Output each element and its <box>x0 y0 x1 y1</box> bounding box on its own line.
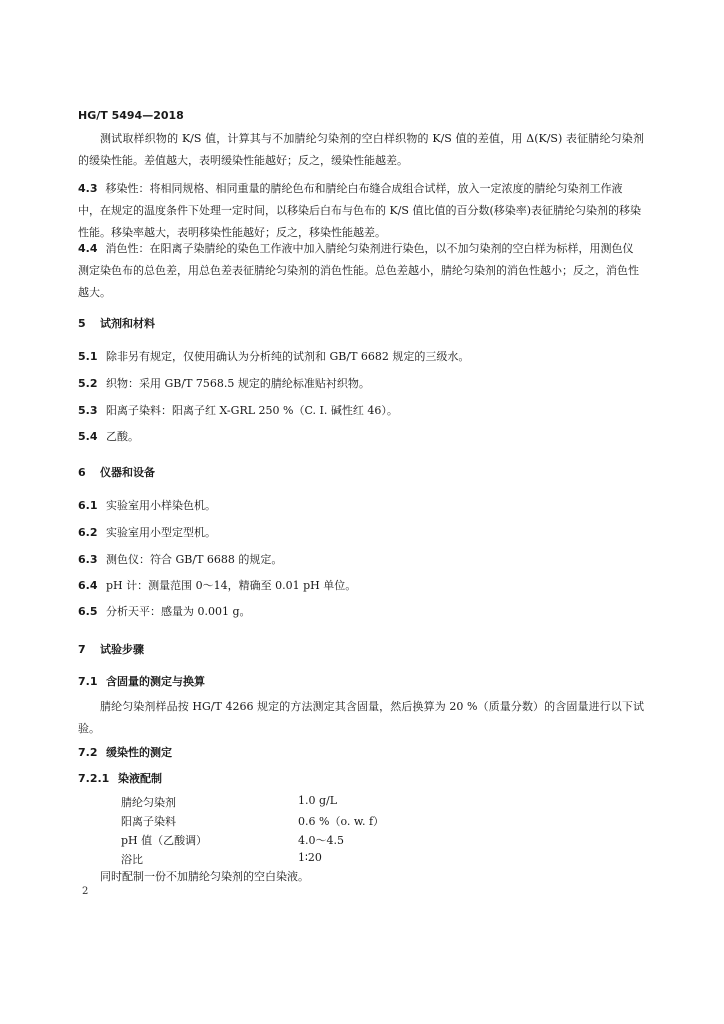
recipe-row: pH 值（乙酸调） 4.0～4.5 <box>121 834 344 847</box>
standard-header: HG/T 5494—2018 <box>78 109 184 122</box>
section-number: 4.3 <box>78 182 98 195</box>
section-number: 4.4 <box>78 242 98 255</box>
item-5-3: 5.3 阳离子染料：阳离子红 X-GRL 250 %（C. I. 碱性红 46）。 <box>78 404 398 417</box>
heading-7-1: 7.1 含固量的测定与换算 <box>78 675 205 688</box>
intro-paragraph: 测试取样织物的 K/S 值，计算其与不加腈纶匀染剂的空白样织物的 K/S 值的差值，用 Δ(K/S) 表征腈纶匀染剂的缓染性能。差值越大，表明缓染性能越好；反之，缓染性能越差。 <box>78 132 644 167</box>
heading-7-2: 7.2 缓染性的测定 <box>78 746 172 759</box>
paragraph-7-1: 腈纶匀染剂样品按 HG/T 4266 规定的方法测定其含固量，然后换算为 20 %（质量分数）的含固量进行以下试验。 <box>78 700 644 735</box>
heading-7-2-1: 7.2.1 染液配制 <box>78 772 162 785</box>
page-number: 2 <box>82 886 89 897</box>
blank-solution-note: 同时配制一份不加腈纶匀染剂的空白染液。 <box>100 870 309 883</box>
heading-7: 7 试验步骤 <box>78 643 144 656</box>
item-5-1: 5.1 除非另有规定，仅使用确认为分析纯的试剂和 GB/T 6682 规定的三级水。 <box>78 350 470 363</box>
item-6-3: 6.3 测色仪：符合 GB/T 6688 的规定。 <box>78 553 283 566</box>
recipe-row: 浴比 1∶20 <box>121 851 322 866</box>
item-6-5: 6.5 分析天平：感量为 0.001 g。 <box>78 605 251 618</box>
section-text: 移染性：将相同规格、相同重量的腈纶色布和腈纶白布缝合成组合试样，放入一定浓度的腈纶匀染剂工作液中，在规定的温度条件下处理一定时间，以移染后白布与色布的 K/S 值比值的百分数(移染率)表征腈纶匀染剂的移染性能。移染率越大，表明移染性能越好；反之，移染性能越差。 <box>78 182 642 239</box>
item-6-4: 6.4 pH 计：测量范围 0～14，精确至 0.01 pH 单位。 <box>78 579 357 592</box>
recipe-row: 腈纶匀染剂 1.0 g/L <box>121 794 338 809</box>
section-4-4 <box>78 238 644 304</box>
recipe-table <box>121 794 384 870</box>
heading-6: 6 仪器和设备 <box>78 466 155 479</box>
recipe-row: 阳离子染料 0.6 %（o. w. f） <box>121 815 385 828</box>
item-6-1: 6.1 实验室用小样染色机。 <box>78 499 216 512</box>
item-5-2: 5.2 织物：采用 GB/T 7568.5 规定的腈纶标准贴衬织物。 <box>78 377 370 390</box>
heading-5: 5 试剂和材料 <box>78 317 155 330</box>
item-6-2: 6.2 实验室用小型定型机。 <box>78 526 216 539</box>
section-4-3 <box>78 178 644 244</box>
section-text: 消色性：在阳离子染腈纶的染色工作液中加入腈纶匀染剂进行染色，以不加匀染剂的空白样为标样，用测色仪测定染色布的总色差，用总色差表征腈纶匀染剂的消色性能。总色差越小，腈纶匀染剂的消色性越小；反之，消色性越大。 <box>78 242 639 299</box>
item-5-4: 5.4 乙酸。 <box>78 430 139 443</box>
